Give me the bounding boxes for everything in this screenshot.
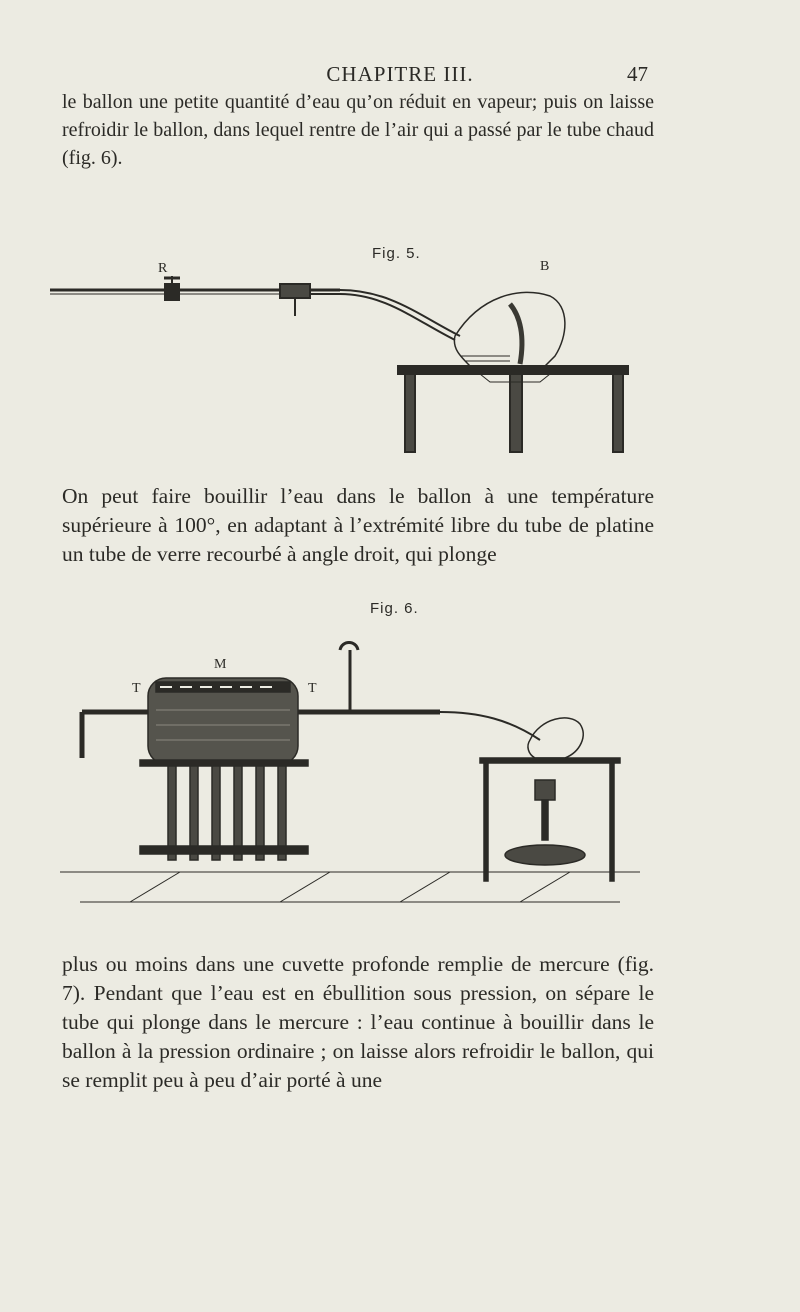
figure-6-illustration bbox=[60, 640, 640, 920]
figure-6-label-t-right: T bbox=[308, 681, 317, 696]
paragraph-2: On peut faire bouillir l’eau dans le ballon à une température supérieure à 100°, en adaptant à l’extrémité libre du tube de platine un tube de verre recourbé à angle droit, qui plonge bbox=[62, 484, 654, 566]
figure-5-illustration bbox=[40, 256, 640, 466]
figure-6-caption: Fig. 6. bbox=[370, 600, 419, 617]
figure-6-label-t-left: T bbox=[132, 681, 141, 696]
figure-5-label-b: B bbox=[540, 259, 550, 274]
page-number: 47 bbox=[627, 62, 648, 86]
figure-5-label-r: R bbox=[158, 261, 168, 276]
paragraph-3: plus ou moins dans une cuvette profonde remplie de mercure (fig. 7). Pendant que l’eau est en ébullition sous pression, on sépare le tube qui plonge dans le mercure : l’eau continue à bouillir dans le ballon à la pression ordinaire ; on laisse alors refroidir le ballon, qui se remplit peu à peu d’air porté à une bbox=[62, 952, 654, 1092]
paragraph-1: le ballon une petite quantité d’eau qu’on réduit en vapeur; puis on laisse refroidir le ballon, dans lequel rentre de l’air qui a passé par le tube chaud (fig. 6). bbox=[62, 91, 654, 169]
figure-5-caption: Fig. 5. bbox=[372, 245, 421, 262]
chapter-title: CHAPITRE III. bbox=[326, 62, 474, 86]
figure-6-label-m: M bbox=[214, 657, 227, 672]
